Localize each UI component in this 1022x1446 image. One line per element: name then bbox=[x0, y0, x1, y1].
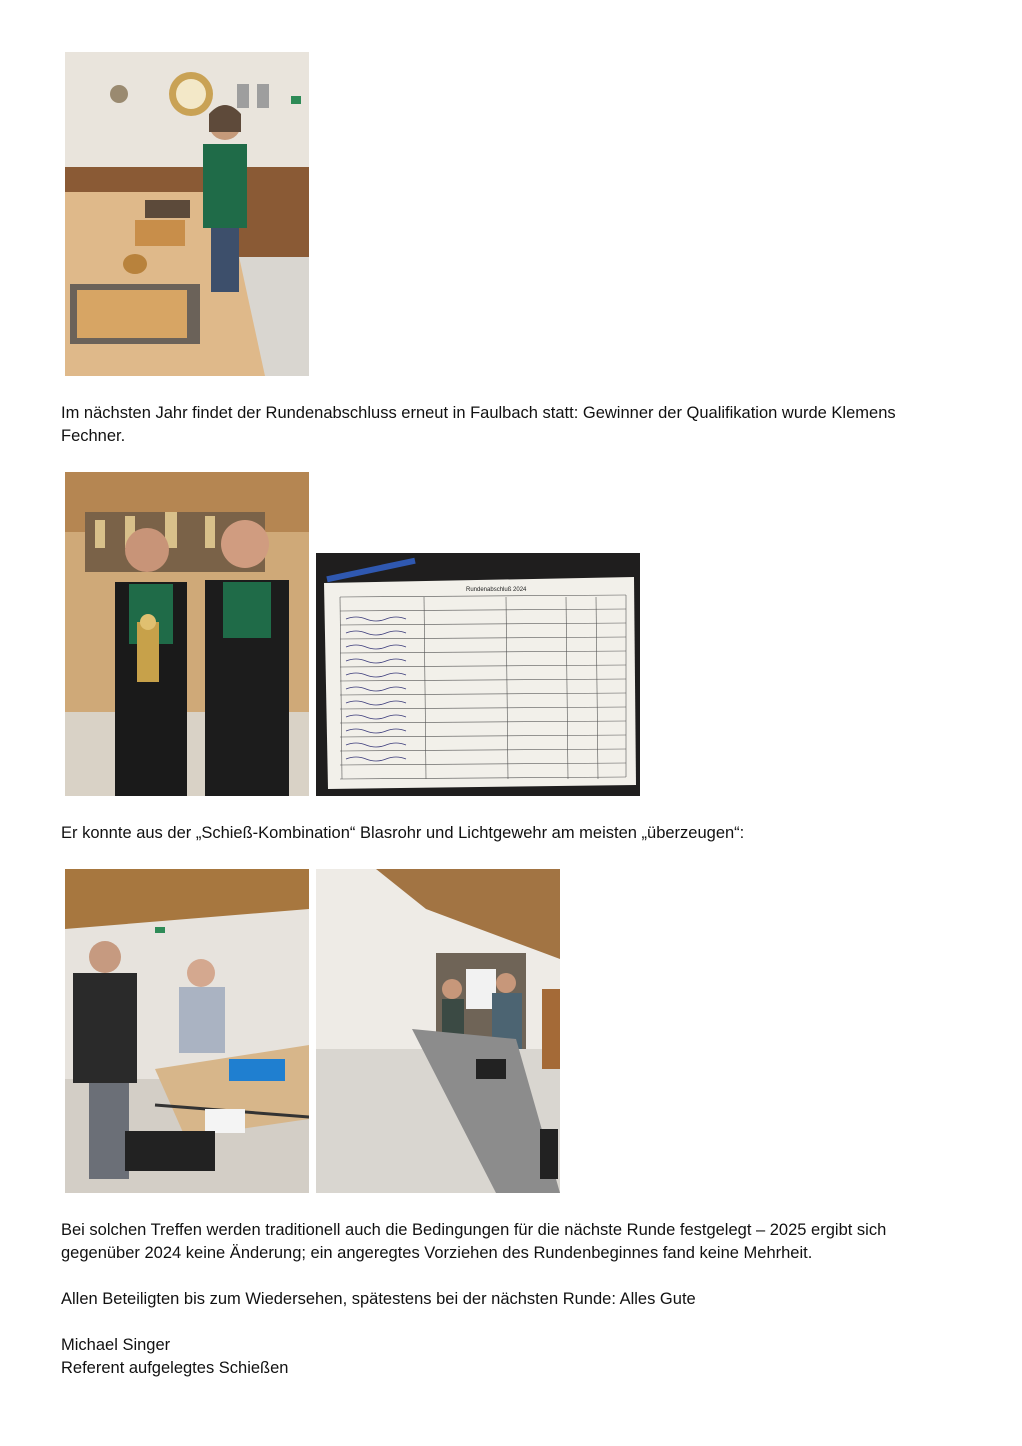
paragraph-combination: Er konnte aus der „Schieß-Kombination“ Blasrohr und Lichtgewehr am meisten „überzeugen“: bbox=[61, 824, 745, 842]
paragraph-farewell: Allen Beteiligten bis zum Wiedersehen, spätestens bei der nächsten Runde: Alles Gute bbox=[61, 1290, 696, 1308]
photo-shooting-range bbox=[316, 869, 560, 1193]
photo-blowpipe bbox=[65, 869, 309, 1193]
signature-name: Michael Singer bbox=[61, 1336, 171, 1354]
signature bbox=[61, 1334, 961, 1380]
signature-role: Referent aufgelegtes Schießen bbox=[61, 1359, 289, 1377]
photo-score-sheet bbox=[316, 553, 640, 796]
photo-buffet bbox=[65, 52, 309, 376]
paragraph-conditions: Bei solchen Treffen werden traditionell auch die Bedingungen für die nächste Runde festgelegt – 2025 ergibt sich gegenüber 2024 keine Änderung; ein angeregtes Vorziehen des Rundenbeginnes fand keine Mehrheit. bbox=[61, 1221, 887, 1262]
photo-winners-trophy bbox=[65, 472, 309, 796]
paragraph-qualification: Im nächsten Jahr findet der Rundenabschluss erneut in Faulbach statt: Gewinner der Qualifikation wurde Klemens Fechner. bbox=[61, 404, 896, 445]
score-sheet-title: Rundenabschluß 2024 bbox=[466, 587, 527, 593]
